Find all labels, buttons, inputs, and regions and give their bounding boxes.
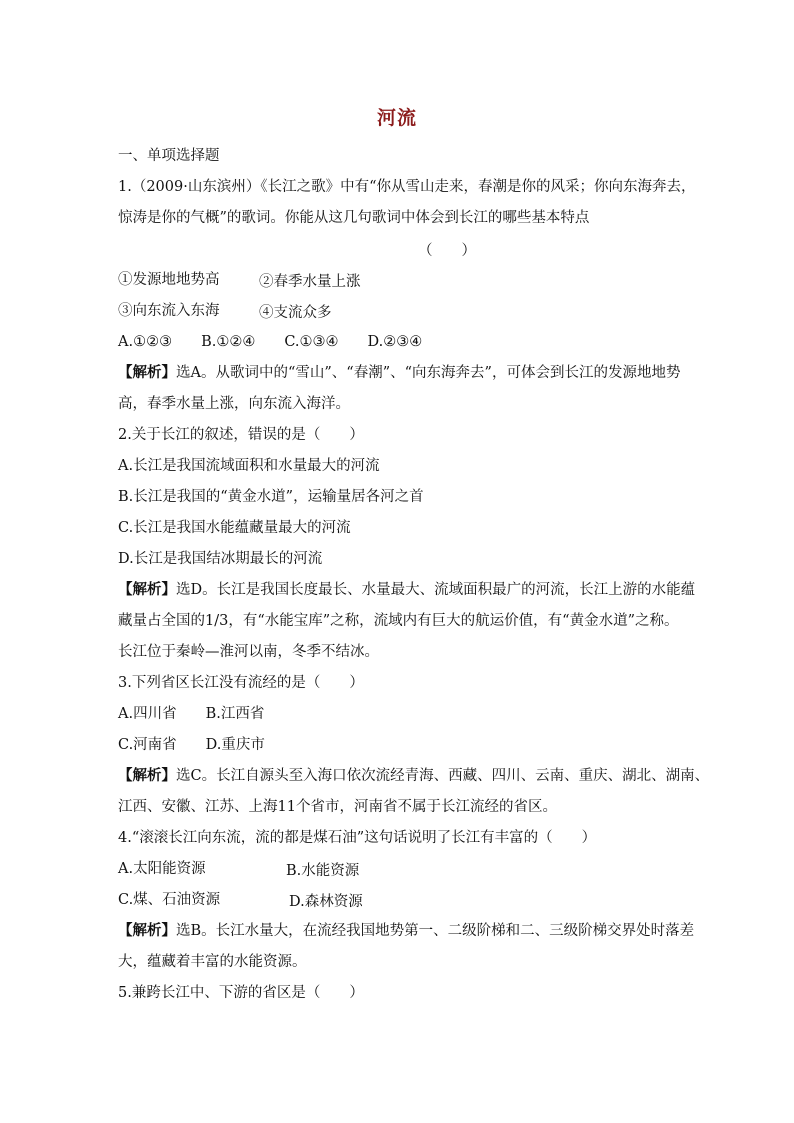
q2-option-b: B.长江是我国的“黄金水道”，运输量居各河之首 [118,489,424,505]
analysis-text: 选A。从歌词中的“雪山”、“春潮”、“向东海奔去”，可体会到长江的发源地地势 [176,365,681,381]
q2-stem: 2.关于长江的叙述，错误的是（ ） [118,427,364,443]
page-title: 河流 [376,107,417,129]
q2-analysis-line3: 长江位于秦岭—淮河以南，冬季不结冰。 [118,644,379,660]
analysis-tag: 【解析】 [118,581,176,598]
q2-analysis-line1 [118,580,696,600]
q4-option-b: B.水能资源 [286,863,360,879]
q4-option-d: D.森林资源 [289,894,363,910]
q1-item-4: ④支流众多 [259,305,332,321]
q1-analysis-line2: 高，春季水量上涨，向东流入海洋。 [118,396,350,412]
q1-item-3: ③向东流入东海 [118,303,220,319]
analysis-text: 选C。长江自源头至入海口依次流经青海、西藏、四川、云南、重庆、湖北、湖南、 [176,768,710,784]
q3-stem: 3.下列省区长江没有流经的是（ ） [118,675,364,691]
q1-analysis-line1 [118,363,688,383]
q5-stem: 5.兼跨长江中、下游的省区是（ ） [118,985,364,1001]
q4-option-a: A.太阳能资源 [118,861,206,877]
analysis-text: 选D。长江是我国长度最长、水量最大、流域面积最广的河流，长江上游的水能蕴 [176,582,696,598]
q4-stem: 4.“滚滚长江向东流，流的都是煤石油”这句话说明了长江有丰富的（ ） [118,830,597,846]
q1-options: A.①②③ B.①②④ C.①③④ D.②③④ [118,334,423,350]
q3-options-cd: C.河南省 D.重庆市 [118,737,265,753]
analysis-tag: 【解析】 [118,364,176,381]
q1-item-1: ①发源地地势高 [118,272,220,288]
section-heading: 一、单项选择题 [118,148,220,164]
q3-options-ab: A.四川省 B.江西省 [118,706,265,722]
q1-answer-paren: （ ） [418,243,476,259]
analysis-tag: 【解析】 [118,767,176,784]
q2-option-c: C.长江是我国水能蕴藏量最大的河流 [118,520,351,536]
q1-stem-line1: 1.（2009·山东滨州）《长江之歌》中有“你从雪山走来，春潮是你的风采；你向东海奔去， [118,179,696,195]
q1-item-2: ②春季水量上涨 [259,274,361,290]
q4-option-c: C.煤、石油资源 [118,892,221,908]
q4-analysis-line2: 大，蕴藏着丰富的水能资源。 [118,954,307,970]
q4-analysis-line1 [118,921,695,941]
q3-analysis-line2: 江西、安徽、江苏、上海11个省市，河南省不属于长江流经的省区。 [118,799,557,815]
q3-analysis-line1 [118,766,710,786]
analysis-text: 选B。长江水量大，在流经我国地势第一、二级阶梯和二、三级阶梯交界处时落差 [176,923,695,939]
q2-analysis-line2: 藏量占全国的1/3，有“水能宝库”之称，流域内有巨大的航运价值，有“黄金水道”之称。 [118,613,679,629]
q1-stem-line2: 惊涛是你的气概”的歌词。你能从这几句歌词中体会到长江的哪些基本特点 [118,210,590,226]
q2-option-d: D.长江是我国结冰期最长的河流 [118,551,323,567]
analysis-tag: 【解析】 [118,922,176,939]
q2-option-a: A.长江是我国流域面积和水量最大的河流 [118,458,380,474]
